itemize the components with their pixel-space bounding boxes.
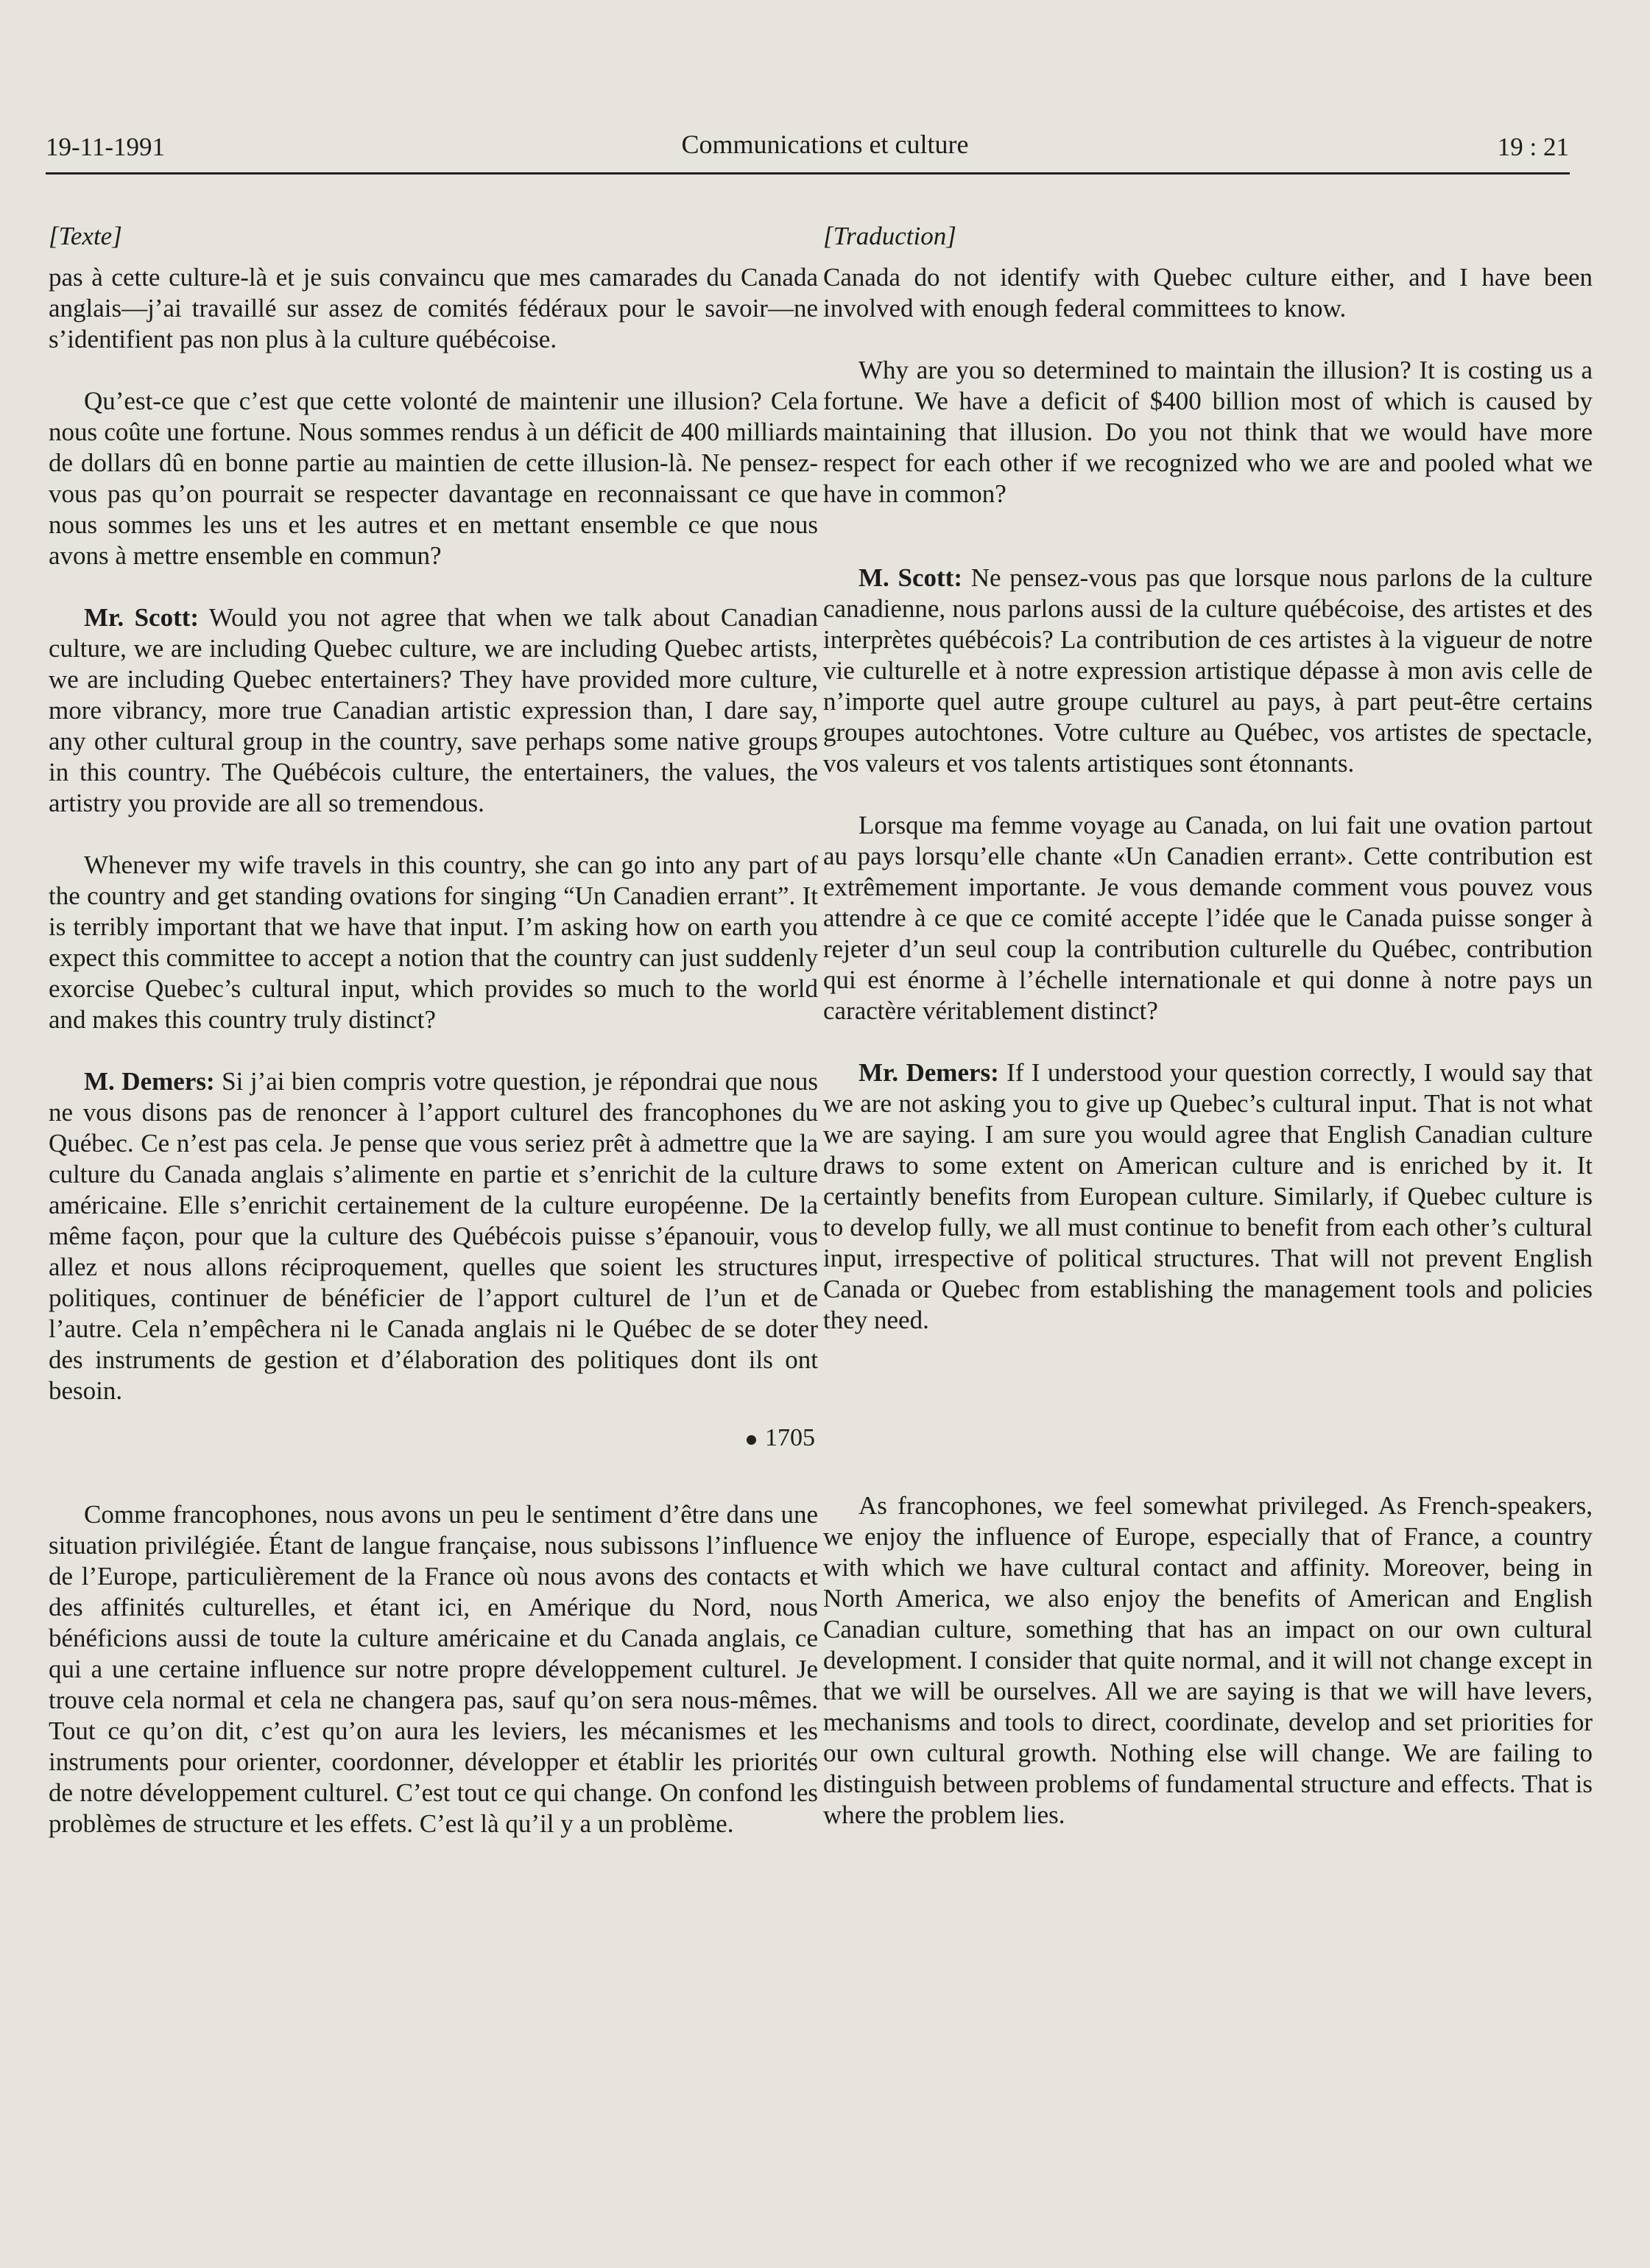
paragraph: Why are you so determined to maintain the illusion? It is costing us a fortune. We have a deficit of $400 billion most of which is caused by maintaining that illusion. Do you not think that we would have more respect for each other if we recognized who we are and pooled what we have in common? (823, 356, 1593, 508)
paragraph: Whenever my wife travels in this country, she can go into any part of the country and get standing ovations for singing “Un Canadien errant”. It is terribly important that we have that input. I’m asking how on earth you expect this committee to accept a notion that the country can just suddenly exorcise Quebec’s cultural input, which provides so much to the world and makes this country truly distinct? (49, 850, 818, 1034)
speaker-paragraph (823, 563, 1593, 779)
paragraph: pas à cette culture-là et je suis convaincu que mes camarades du Canada anglais—j’ai travaillé sur assez de comités fédéraux pour le savoir—ne s’identifient pas non plus à la culture québécoise. (49, 263, 818, 353)
paragraph: As francophones, we feel somewhat privileged. As French-speakers, we enjoy the influence of Europe, especially that of France, a country with which we have cultural contact and affinity. Moreover, being in North America, we also enjoy the benefits of American and English Canadian culture, something that has an impact on our own cultural development. I consider that quite normal, and it will not change except in that we will be ourselves. All we are saying is that we will have levers, mechanisms and tools to direct, coordinate, develop and set priorities for our own cultural growth. Nothing else will change. We are failing to distinguish between problems of fundamental structure and effects. That is where the problem lies. (823, 1491, 1593, 1829)
header-page-ref: 19 : 21 (1497, 133, 1569, 161)
column-label-texte: [Texte] (49, 222, 122, 250)
speaker-name: M. Demers: (84, 1067, 215, 1096)
paragraph: Lorsque ma femme voyage au Canada, on lui fait une ovation partout au pays lorsqu’elle chante «Un Canadien errant». Cette contribution est extrêmement importante. Je vous demande comment vous pouvez vous attendre à ce que ce comité accepte l’idée que le Canada puisse songer à rejeter d’un seul coup la contribution culturelle du Québec, contribution qui est énorme à l’échelle internationale et qui donne à notre pays un caractère véritablement distinct? (823, 811, 1593, 1025)
speaker-paragraph (823, 1057, 1593, 1336)
header-title: Communications et culture (681, 130, 969, 159)
time-marker (49, 1423, 818, 1454)
paragraph: Qu’est-ce que c’est que cette volonté de maintenir une illusion? Cela nous coûte une fortune. Nous sommes rendus à un déficit de 400 milliards de dollars dû en bonne partie au maintien de cette illusion-là. Ne pensez-vous pas qu’on pourrait se respecter davantage en reconnaissant ce que nous sommes les uns et les autres et en mettant ensemble ce que nous avons à mettre ensemble en commun? (49, 387, 818, 570)
right-column-translation (823, 221, 1593, 1831)
speaker-name: Mr. Scott: (84, 603, 200, 632)
time-marker-text: 1705 (765, 1424, 815, 1451)
speaker-paragraph (49, 1066, 818, 1406)
speaker-name: M. Scott: (859, 563, 962, 592)
column-label-traduction: [Traduction] (823, 222, 956, 250)
paragraph: Canada do not identify with Quebec culture either, and I have been involved with enough federal committees to know. (823, 263, 1593, 323)
bullet-dot-icon (747, 1435, 756, 1445)
speech-text: If I understood your question correctly, I would say that we are not asking you to give up Quebec’s cultural input. That is not what we are saying. I am sure you would agree that English Canadian culture draws to some extent on American culture and is enriched by it. It certaintly benefits from European culture. Similarly, if Quebec culture is to develop fully, we all must continue to benefit from each other’s cultural input, irrespective of political structures. That will not prevent English Canada or Quebec from establishing the management tools and policies they need. (823, 1058, 1593, 1334)
paragraph: Comme francophones, nous avons un peu le sentiment d’être dans une situation privilégiée. Étant de langue française, nous subissons l’influence de l’Europe, particulièrement de la France où nous avons des contacts et des affinités culturelles, et étant ici, en Amérique du Nord, nous bénéficions aussi de toute la culture américaine et du Canada anglais, ce qui a une certaine influence sur notre propre développement culturel. Je trouve cela normal et cela ne changera pas, sauf qu’on sera nous-mêmes. Tout ce qu’on dit, c’est qu’on aura les leviers, les mécanismes et les instruments pour orienter, coordonner, développer et établir les priorités de notre développement culturel. C’est tout ce qui change. On confond les problèmes de structure et les effets. C’est là qu’il y a un problème. (49, 1500, 818, 1838)
speech-text: Si j’ai bien compris votre question, je répondrai que nous ne vous disons pas de renoncer à l’apport culturel des francophones du Québec. Ce n’est pas cela. Je pense que vous seriez prêt à admettre que la culture du Canada anglais s’alimente en partie et s’enrichit de la culture américaine. Elle s’enrichit certainement de la culture européenne. De la même façon, pour que la culture des Québécois puisse s’épanouir, vous allez et nous allons réciproquement, quelles que soient les structures politiques, continuer de bénéficier de l’apport culturel de l’un et de l’autre. Cela n’empêchera ni le Canada anglais ni le Québec de se doter des instruments de gestion et d’élaboration des politiques dont ils ont besoin. (49, 1067, 818, 1405)
speech-text: Would you not agree that when we talk about Canadian culture, we are including Quebec culture, we are including Quebec artists, we are including Quebec entertainers? They have provided more culture, more vibrancy, more true Canadian artistic expression than, I dare say, any other cultural group in the country, save perhaps some native groups in this country. The Québécois culture, the entertainers, the values, the artistry you provide are all so tremendous. (49, 603, 819, 817)
header-date: 19-11-1991 (46, 133, 166, 161)
speaker-paragraph (49, 602, 818, 819)
left-column-french (49, 221, 818, 1839)
header-rule (46, 172, 1570, 175)
speaker-name: Mr. Demers: (859, 1058, 999, 1087)
speech-text: Ne pensez-vous pas que lorsque nous parlons de la culture canadienne, nous parlons aussi de la culture québécoise, des artistes et des interprètes québécois? La contribution de ces artistes à la vigueur de notre vie culturelle et à notre expression artistique dépasse à mon avis celle de n’importe quel autre groupe culturel au pays, à part peut-être certains groupes autochtones. Votre culture au Québec, vos artistes de spectacle, vos valeurs et vos talents artistiques sont étonnants. (823, 563, 1593, 778)
